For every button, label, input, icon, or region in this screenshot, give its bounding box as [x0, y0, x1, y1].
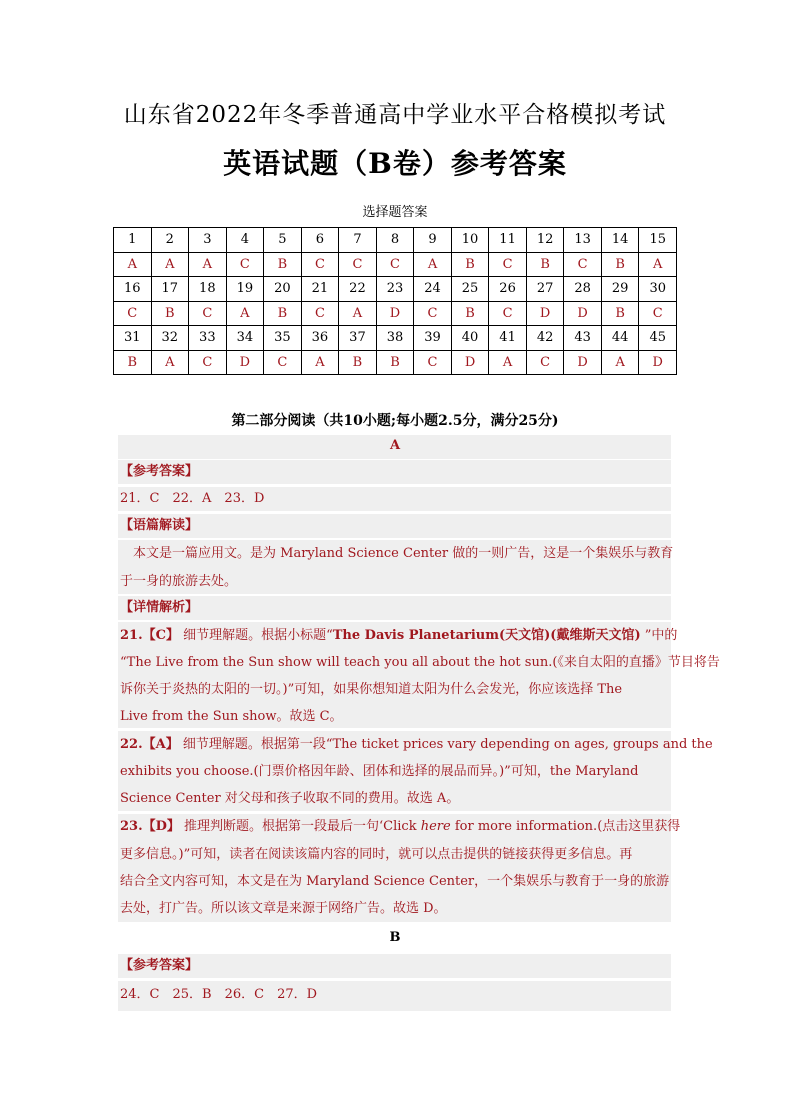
question-number-cell: 14 — [601, 228, 639, 253]
question-number-cell: 44 — [601, 326, 639, 351]
question-number-cell: 22 — [339, 277, 377, 302]
answer-letter-cell: B — [151, 301, 189, 326]
section-b-answers: 24．C 25．B 26．C 27．D — [120, 987, 318, 1002]
q21-explanation-line1: 21.【C】 细节理解题。根据小标题“The Davis Planetarium(天文馆)(戴维斯天文馆) ”中的 — [120, 628, 678, 643]
question-number-cell: 18 — [189, 277, 227, 302]
answer-letter-cell: C — [526, 350, 564, 375]
answer-letter-cell: A — [189, 252, 227, 277]
part-two-title: 第二部分阅读（共10小题;每小题2.5分，满分25分) — [231, 413, 559, 429]
question-number-cell: 3 — [189, 228, 227, 253]
question-number-cell: 27 — [526, 277, 564, 302]
q23-explanation-line3: 结合全文内容可知，本文是在为 Maryland Science Center，一个集娱乐与教育于一身的旅游 — [120, 874, 670, 889]
section-a-passage-heading: 【语篇解读】 — [120, 518, 199, 533]
question-number-cell: 29 — [601, 277, 639, 302]
answer-letter-cell: B — [376, 350, 414, 375]
answer-letter-cell: B — [339, 350, 377, 375]
question-number-cell: 39 — [414, 326, 452, 351]
answer-letter-cell: C — [114, 301, 152, 326]
answer-letter-cell: C — [564, 252, 602, 277]
answer-letter-cell: C — [189, 301, 227, 326]
question-number-cell: 42 — [526, 326, 564, 351]
answer-letter-cell: C — [301, 301, 339, 326]
question-number-cell: 16 — [114, 277, 152, 302]
question-number-cell: 33 — [189, 326, 227, 351]
answer-letter-cell: C — [339, 252, 377, 277]
question-number-cell: 20 — [264, 277, 302, 302]
answer-letter-cell: A — [414, 252, 452, 277]
question-number-cell: 12 — [526, 228, 564, 253]
answer-letter-cell: B — [264, 252, 302, 277]
question-number-cell: 43 — [564, 326, 602, 351]
answer-key-title: 英语试题（B卷）参考答案 — [223, 147, 567, 180]
answer-letter-cell: A — [114, 252, 152, 277]
answer-letter-cell: A — [601, 350, 639, 375]
question-number-cell: 11 — [489, 228, 527, 253]
answer-letter-cell: C — [414, 301, 452, 326]
q21-explanation-line4: Live from the Sun show。故选 C。 — [120, 709, 343, 724]
question-number-cell: 10 — [451, 228, 489, 253]
answer-letter-cell: A — [226, 301, 264, 326]
table-caption: 选择题答案 — [362, 205, 428, 220]
answer-letter-cell: C — [264, 350, 302, 375]
answer-table — [113, 227, 677, 375]
question-number-cell: 6 — [301, 228, 339, 253]
question-number-cell: 5 — [264, 228, 302, 253]
section-a-answers: 21．C 22．A 23．D — [120, 491, 265, 506]
answer-letter-row — [114, 301, 677, 326]
answer-letter-cell: B — [264, 301, 302, 326]
question-number-cell: 19 — [226, 277, 264, 302]
answer-letter-cell: B — [114, 350, 152, 375]
q21-subtitle: The Davis Planetarium(天文馆)(戴维斯天文馆) — [332, 628, 641, 643]
q22-explanation-line2: exhibits you choose.(门票价格因年龄、团体和选择的展品而异。)”可知，the Maryland — [120, 764, 639, 779]
answer-letter-cell: B — [526, 252, 564, 277]
question-number-cell: 36 — [301, 326, 339, 351]
question-number-cell: 41 — [489, 326, 527, 351]
question-number-cell: 4 — [226, 228, 264, 253]
question-number-cell: 25 — [451, 277, 489, 302]
answer-letter-cell: C — [639, 301, 677, 326]
question-number-cell: 32 — [151, 326, 189, 351]
q21-explanation-line3: 诉你关于炎热的太阳的一切。)”可知，如果你想知道太阳为什么会发光，你应该选择 The — [120, 682, 623, 697]
answer-letter-cell: D — [564, 350, 602, 375]
q21-number: 21.【C】 — [120, 628, 179, 643]
section-b-answer-heading: 【参考答案】 — [120, 958, 199, 973]
answer-letter-cell: D — [376, 301, 414, 326]
section-a-letter: A — [389, 438, 401, 453]
answer-letter-cell: A — [151, 350, 189, 375]
answer-letter-cell: A — [301, 350, 339, 375]
answer-letter-cell: C — [226, 252, 264, 277]
question-number-cell: 37 — [339, 326, 377, 351]
q23-explanation-line2: 更多信息。)”可知，读者在阅读该篇内容的同时，就可以点击提供的链接获得更多信息。再 — [120, 847, 633, 862]
answer-letter-cell: A — [151, 252, 189, 277]
question-number-row — [114, 277, 677, 302]
question-number-cell: 23 — [376, 277, 414, 302]
answer-letter-row — [114, 252, 677, 277]
question-number-cell: 35 — [264, 326, 302, 351]
question-number-row — [114, 228, 677, 253]
question-number-cell: 17 — [151, 277, 189, 302]
section-a-answer-heading: 【参考答案】 — [120, 464, 199, 479]
question-number-cell: 38 — [376, 326, 414, 351]
answer-letter-row — [114, 350, 677, 375]
question-number-cell: 7 — [339, 228, 377, 253]
question-number-cell: 26 — [489, 277, 527, 302]
answer-letter-cell: A — [639, 252, 677, 277]
answer-letter-cell: D — [564, 301, 602, 326]
section-b-letter: B — [389, 930, 401, 945]
q22-number: 22.【A】 — [120, 737, 179, 752]
question-number-cell: 40 — [451, 326, 489, 351]
question-number-cell: 13 — [564, 228, 602, 253]
question-number-cell: 28 — [564, 277, 602, 302]
question-number-cell: 24 — [414, 277, 452, 302]
passage-summary-line1: 本文是一篇应用文。是为 Maryland Science Center 做的一则广告，这是一个集娱乐与教育 — [133, 546, 674, 561]
answer-letter-cell: D — [526, 301, 564, 326]
answer-letter-cell: D — [639, 350, 677, 375]
answer-letter-cell: C — [489, 301, 527, 326]
answer-letter-cell: B — [601, 301, 639, 326]
q22-explanation-line3: Science Center 对父母和孩子收取不同的费用。故选 A。 — [120, 791, 460, 806]
question-number-row — [114, 326, 677, 351]
question-number-cell: 30 — [639, 277, 677, 302]
question-number-cell: 15 — [639, 228, 677, 253]
here-link-text: here — [420, 819, 451, 834]
question-number-cell: 8 — [376, 228, 414, 253]
exam-title: 山东省2022年冬季普通高中学业水平合格模拟考试 — [123, 102, 667, 128]
answer-letter-cell: C — [414, 350, 452, 375]
answer-letter-cell: A — [339, 301, 377, 326]
q21-explanation-line2: “The Live from the Sun show will teach you all about the hot sun.(《来自太阳的直播》节目将告 — [120, 655, 720, 670]
question-number-cell: 31 — [114, 326, 152, 351]
answer-letter-cell: B — [451, 252, 489, 277]
question-number-cell: 9 — [414, 228, 452, 253]
answer-letter-cell: D — [226, 350, 264, 375]
q23-explanation-line4: 去处，打广告。所以该文章是来源于网络广告。故选 D。 — [120, 901, 447, 916]
question-number-cell: 1 — [114, 228, 152, 253]
answer-letter-cell: D — [451, 350, 489, 375]
answer-letter-cell: C — [489, 252, 527, 277]
answer-letter-cell: C — [376, 252, 414, 277]
answer-letter-cell: B — [451, 301, 489, 326]
question-number-cell: 34 — [226, 326, 264, 351]
q22-explanation-line1: 22.【A】 细节理解题。根据第一段“The ticket prices vary depending on ages, groups and the — [120, 737, 713, 752]
q23-number: 23.【D】 — [120, 819, 180, 834]
answer-letter-cell: A — [489, 350, 527, 375]
section-a-detail-heading: 【详情解析】 — [120, 600, 199, 615]
answer-letter-cell: B — [601, 252, 639, 277]
q23-explanation-line1: 23.【D】 推理判断题。根据第一段最后一句‘Click here for more information.(点击这里获得 — [120, 819, 681, 834]
question-number-cell: 45 — [639, 326, 677, 351]
answer-letter-cell: C — [189, 350, 227, 375]
question-number-cell: 21 — [301, 277, 339, 302]
question-number-cell: 2 — [151, 228, 189, 253]
passage-summary-line2: 于一身的旅游去处。 — [120, 574, 238, 589]
answer-letter-cell: C — [301, 252, 339, 277]
